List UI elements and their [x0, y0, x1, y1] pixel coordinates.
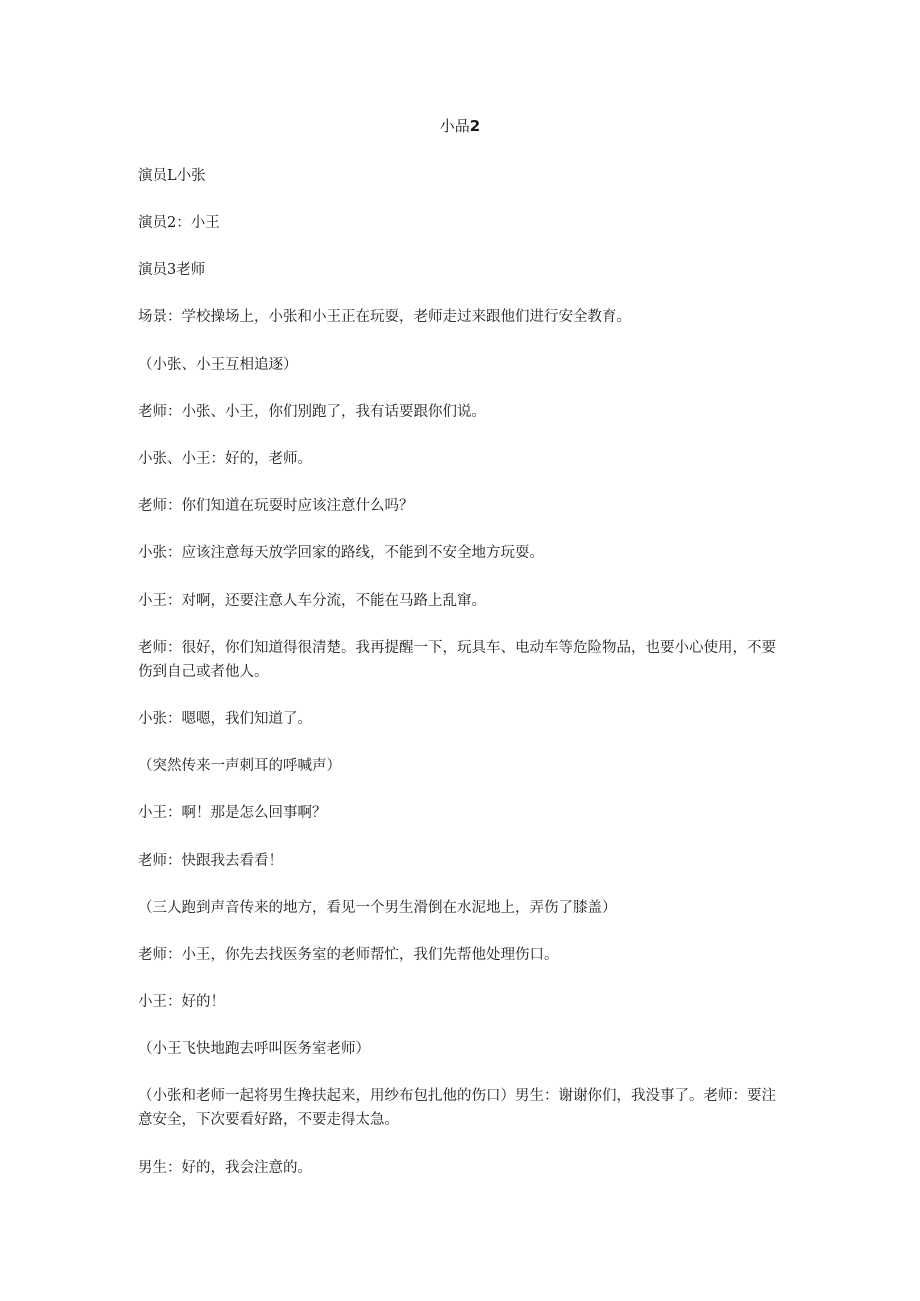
title-number: 2 [469, 117, 481, 135]
page-title [0, 114, 920, 138]
paragraph-dialogue: 老师：小张、小王，你们别跑了，我有话要跟你们说。 [138, 404, 486, 420]
paragraph-dialogue: 小张、小王：好的，老师。 [138, 451, 312, 467]
title-text: 小品 [439, 117, 470, 135]
paragraph-stage-direction: （小张、小王互相追逐） [138, 357, 298, 373]
paragraph-cast-1: 演员L小张 [138, 168, 206, 184]
paragraph-cast-2: 演员2：小王 [138, 215, 220, 231]
paragraph-dialogue: 小王：对啊，还要注意人车分流，不能在马路上乱窜。 [138, 593, 486, 609]
paragraph-dialogue: 小王：啊！那是怎么回事啊？ [138, 805, 327, 821]
paragraph-stage-direction: （突然传来一声刺耳的呼喊声） [138, 758, 341, 774]
paragraph-stage-direction: （三人跑到声音传来的地方，看见一个男生滑倒在水泥地上，弄伤了膝盖） [138, 900, 617, 916]
paragraph-cast-3: 演员3老师 [138, 262, 206, 278]
paragraph-dialogue: 老师：快跟我去看看！ [138, 853, 283, 869]
paragraph-dialogue: 老师：小王，你先去找医务室的老师帮忙，我们先帮他处理伤口。 [138, 947, 559, 963]
paragraph-scene: 场景：学校操场上，小张和小王正在玩耍，老师走过来跟他们进行安全教育。 [138, 309, 631, 325]
paragraph-dialogue: 小张：应该注意每天放学回家的路线，不能到不安全地方玩耍。 [138, 545, 544, 561]
paragraph-dialogue: 男生：好的，我会注意的。 [138, 1160, 312, 1176]
paragraph-dialogue: 老师：你们知道在玩耍时应该注意什么吗？ [138, 498, 414, 514]
paragraph-stage-direction: （小王飞快地跑去呼叫医务室老师） [138, 1041, 370, 1057]
paragraph-dialogue: 小张：嗯嗯，我们知道了。 [138, 711, 312, 727]
paragraph-dialogue: 老师：很好，你们知道得很清楚。我再提醒一下，玩具车、电动车等危险物品，也要小心使用，不要伤到自己或者他人。 [138, 640, 776, 680]
paragraph-dialogue: 小王：好的！ [138, 994, 225, 1010]
paragraph-dialogue: （小张和老师一起将男生搀扶起来，用纱布包扎他的伤口）男生：谢谢你们，我没事了。老师：要注意安全，下次要看好路，不要走得太急。 [138, 1088, 776, 1128]
